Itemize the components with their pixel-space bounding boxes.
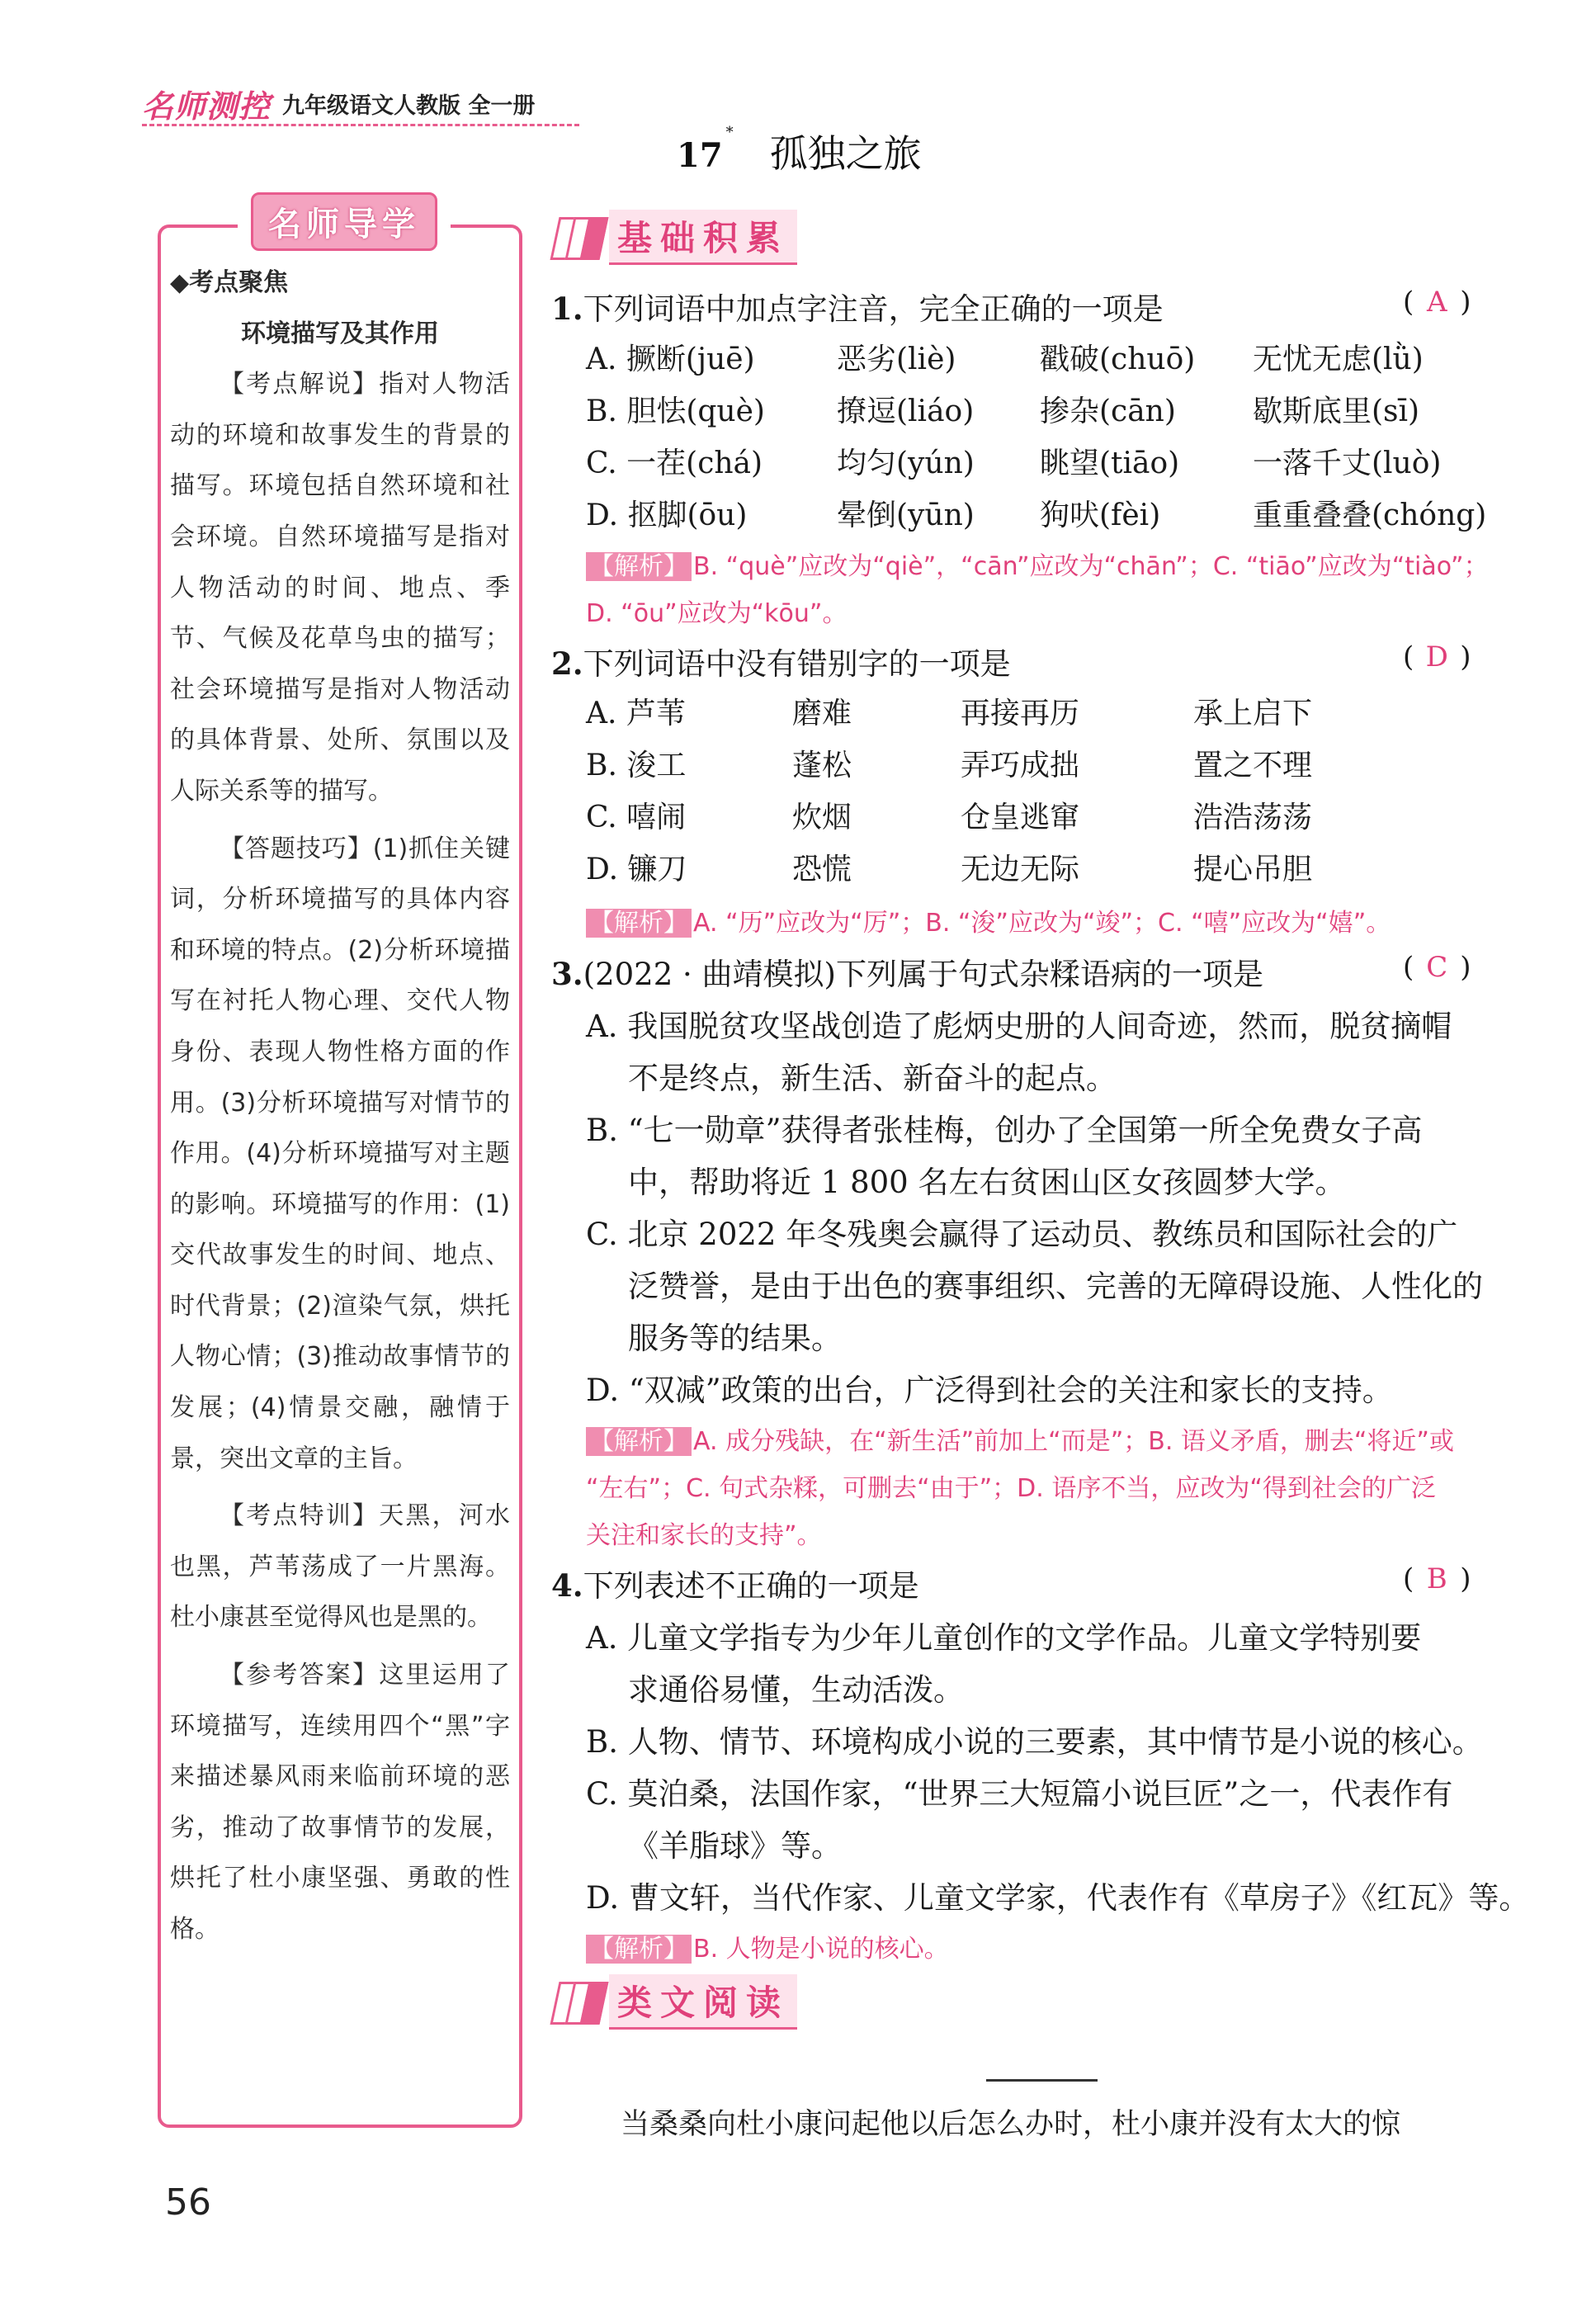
option-line: B. 人物、情节、环境构成小说的三要素，其中情节是小说的核心。: [586, 1724, 1483, 1760]
option-cell: 一落千丈(luò): [1253, 447, 1442, 480]
option-line: 《羊脂球》等。: [628, 1828, 842, 1864]
option-cell: 承上启下: [1193, 697, 1313, 730]
option-cell: 歇斯底里(sī): [1253, 395, 1420, 428]
option-line: C. 莫泊桑，法国作家，“世界三大短篇小说巨匠”之一，代表作有: [586, 1776, 1453, 1812]
question-stem: 1.下列词语中加点字注音，完全正确的一项是: [551, 291, 1164, 327]
explanation-line: 【解析】 B. “què”应改为“qiè”，“cān”应改为“chān”；C. “tiāo”应改为“tiào”；: [586, 546, 1489, 582]
option-cell: 再接再历: [961, 697, 1080, 730]
sidebar-paragraph: 【考点解说】指对人物活动的环境和故事发生的背景的描写。环境包括自然环境和社会环境。自然环境描写是指对人物活动的时间、地点、季节、气候及花草鸟虫的描写；社会环境描写是指对人物活动的具体背景、处所、氛围以及人际关系等的描写。: [170, 370, 510, 806]
sidebar-paragraph: 【考点特训】天黑，河水也黑，芦苇荡成了一片黑海。杜小康甚至觉得风也是黑的。: [170, 1501, 510, 1633]
option-cell: 弄巧成拙: [961, 749, 1080, 782]
option-cell: C. 一茬(chá): [586, 447, 763, 480]
sidebar-tab: [238, 191, 451, 251]
option-cell: 戳破(chuō): [1040, 343, 1196, 376]
explanation-tag: 【解析】: [586, 552, 692, 581]
option-line: 不是终点，新生活、新奋斗的起点。: [628, 1061, 1117, 1096]
book-subtitle: 九年级语文人教版 全一册: [282, 92, 536, 119]
option-cell: 炊烟: [792, 801, 852, 834]
explanation-line: D. “ōu”应改为“kōu”。: [586, 599, 848, 628]
section-title: 基础积累: [609, 210, 797, 265]
option-line: A. 我国脱贫攻坚战创造了彪炳史册的人间奇迹，然而，脱贫摘帽: [586, 1009, 1452, 1044]
option-cell: 晕倒(yūn): [837, 499, 975, 532]
option-line: 服务等的结果。: [628, 1321, 842, 1356]
header-divider: [142, 124, 579, 126]
option-line: 泛赞誉，是由于出色的赛事组织、完善的无障碍设施、人性化的: [628, 1269, 1483, 1304]
section-banner-basic: [551, 208, 797, 266]
book-icon: [551, 214, 601, 260]
option-cell: 提心吊胆: [1193, 853, 1313, 886]
explanation-line: 【解析】 A. 成分残缺，在“新生活”前加上“而是”；B. 语义矛盾，删去“将近”或: [586, 1420, 1454, 1457]
option-line: D. 曹文轩，当代作家、儿童文学家，代表作有《草房子》《红瓦》等。: [586, 1880, 1530, 1916]
focus-topic: 环境描写及其作用: [241, 319, 439, 348]
option-cell: 撩逗(liáo): [837, 395, 975, 428]
option-cell: D. 镰刀: [586, 853, 687, 886]
option-cell: 仓皇逃窜: [961, 801, 1080, 834]
question-stem: 2.下列词语中没有错别字的一项是: [551, 645, 1011, 682]
option-line: A. 儿童文学指专为少年儿童创作的文学作品。儿童文学特别要: [586, 1620, 1422, 1656]
title-placeholder-line: [986, 2079, 1098, 2082]
option-cell: 蓬松: [792, 749, 852, 782]
question-stem: 3.(2022 · 曲靖模拟)下列属于句式杂糅语病的一项是: [551, 956, 1263, 992]
lesson-name: 孤独之旅: [769, 131, 922, 176]
explanation-line: 【解析】 B. 人物是小说的核心。: [586, 1928, 949, 1964]
option-cell: B. 浚工: [586, 749, 687, 782]
option-cell: B. 胆怯(què): [586, 395, 765, 428]
option-cell: 置之不理: [1193, 749, 1313, 782]
answer-value: C: [1426, 951, 1448, 984]
answer-paren: ( A ): [1403, 286, 1471, 319]
option-line: 中，帮助将近 1 800 名左右贫困山区女孩圆梦大学。: [628, 1165, 1346, 1200]
section-title: 类文阅读: [609, 1974, 797, 2030]
option-cell: 浩浩荡荡: [1193, 801, 1313, 834]
answer-value: B: [1426, 1562, 1447, 1595]
option-cell: 重重叠叠(chóng): [1253, 499, 1487, 532]
explanation-line: “左右”；C. 句式杂糅，可删去“由于”；D. 语序不当，应改为“得到社会的广泛: [586, 1474, 1436, 1503]
lesson-title: [677, 124, 922, 178]
reading-paragraph: 当桑桑向杜小康问起他以后怎么办时，杜小康并没有太大的惊: [621, 2108, 1401, 2141]
lesson-number: 17: [677, 136, 723, 175]
explanation-line: 【解析】 A. “历”应改为“厉”；B. “浚”应改为“竣”；C. “嘻”应改为“嬉”。: [586, 902, 1391, 938]
option-line: C. 北京 2022 年冬残奥会赢得了运动员、教练员和国际社会的广: [586, 1217, 1458, 1252]
question-stem: 4.下列表述不正确的一项是: [551, 1567, 919, 1604]
option-cell: 无忧无虑(lǜ): [1253, 343, 1424, 376]
option-cell: 掺杂(cān): [1040, 395, 1176, 428]
brand-logo: 名师测控: [142, 87, 272, 125]
option-cell: D. 抠脚(ōu): [586, 499, 748, 532]
explanation-line: 关注和家长的支持”。: [586, 1521, 822, 1550]
option-line: D. “双减”政策的出台，广泛得到社会的关注和家长的支持。: [586, 1373, 1393, 1408]
option-cell: 眺望(tiāo): [1040, 447, 1180, 480]
sidebar-content: [170, 258, 510, 1955]
option-line: 求通俗易懂，生动活泼。: [628, 1672, 964, 1708]
option-cell: 无边无际: [961, 853, 1080, 886]
page-number: 56: [165, 2181, 211, 2224]
option-cell: A. 撅断(juē): [586, 343, 755, 376]
option-cell: A. 芦苇: [586, 697, 686, 730]
focus-heading: ◆考点聚焦: [170, 268, 289, 297]
answer-paren: ( B ): [1403, 1562, 1471, 1595]
sidebar-tab-label: 名师导学: [251, 192, 437, 251]
option-line: B. “七一勋章”获得者张桂梅，创办了全国第一所全免费女子高: [586, 1113, 1423, 1148]
answer-value: A: [1426, 286, 1447, 319]
answer-paren: ( D ): [1403, 640, 1471, 674]
sidebar-paragraph: 【答题技巧】(1)抓住关键词，分析环境描写的具体内容和环境的特点。(2)分析环境描写在衬托人物心理、交代人物身份、表现人物性格方面的作用。(3)分析环境描写对情节的作用。(4)分析环境描写对主题的影响。环境描写的作用：(1)交代故事发生的时间、地点、时代背景；(2)渲染气氛，烘托人物心情；(3)推动故事情节的发展；(4)情景交融，融情于景，突出文章的主旨。: [170, 834, 510, 1473]
book-header: [142, 79, 535, 127]
answer-value: D: [1425, 640, 1448, 674]
sidebar-paragraph: 【参考答案】这里运用了环境描写，连续用四个“黑”字来描述暴风雨来临前环境的恶劣，推动了故事情节的发展，烘托了杜小康坚强、勇敢的性格。: [170, 1661, 510, 1944]
section-banner-reading: [551, 1973, 797, 2030]
option-cell: 狗吠(fèi): [1040, 499, 1161, 532]
option-cell: 恐慌: [792, 853, 852, 886]
lesson-mark: *: [725, 124, 734, 141]
option-cell: C. 嘻闹: [586, 801, 687, 834]
option-cell: 磨难: [792, 697, 852, 730]
option-cell: 恶劣(liè): [837, 343, 956, 376]
option-cell: 均匀(yún): [837, 447, 975, 480]
answer-paren: ( C ): [1403, 951, 1471, 984]
book-icon: [551, 1978, 601, 2025]
